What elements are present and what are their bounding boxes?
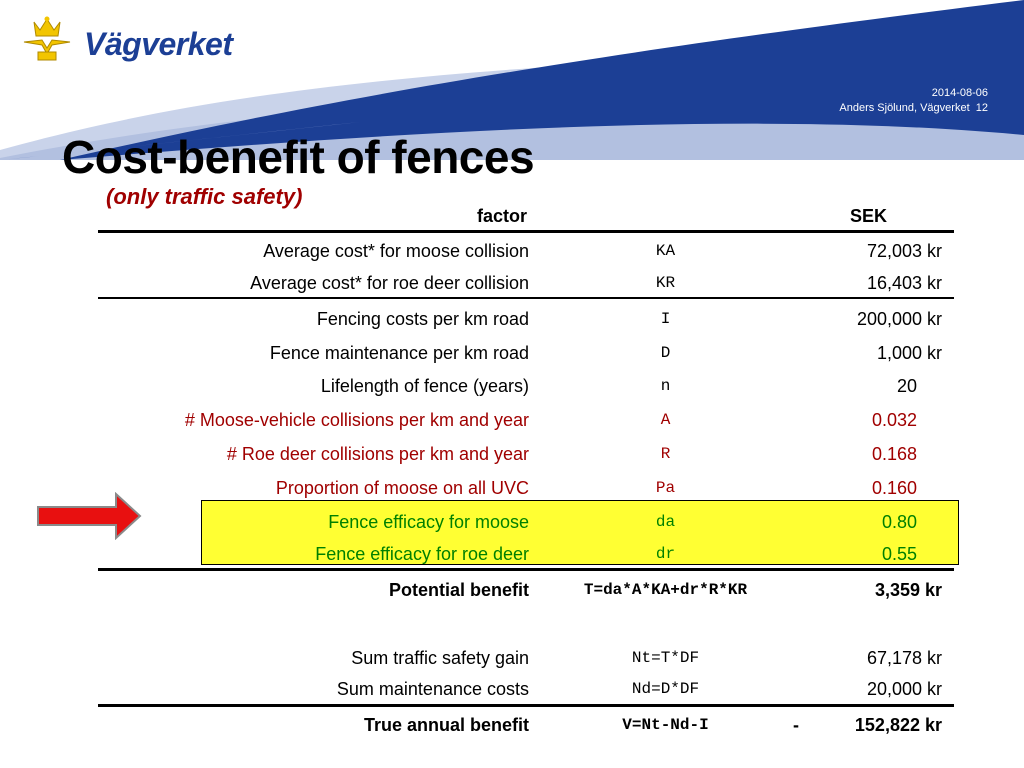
table-row [0,306,1024,332]
table-row [0,270,1024,296]
row-formula: V=Nt-Nd-I [622,716,709,734]
row-label: Potential benefit [388,580,529,600]
slide-author-line [839,101,988,116]
column-header-factor: factor [477,206,528,226]
row-value: 3,359 kr [874,580,942,600]
row-formula: Nt=T*DF [631,649,700,667]
slide-page-number: 12 [975,102,988,114]
table-row [0,645,1024,671]
row-label: # Moose-vehicle collisions per km and year [184,410,529,430]
vagverket-logo [22,14,232,64]
table-rule-top [98,230,954,233]
slide-date: 2014-08-06 [931,87,988,99]
row-value: 0.160 [871,478,917,498]
crown-emblem-icon [22,14,72,64]
row-value: 0.55 [881,544,917,564]
row-formula: KR [655,274,676,292]
slide-subtitle: (only traffic safety) [106,184,303,209]
row-value: 152,822 kr [854,715,942,735]
row-formula: KA [655,242,676,260]
row-formula: I [660,310,671,328]
row-sign: - [793,715,799,735]
table-rule-3 [98,568,954,571]
row-label: Proportion of moose on all UVC [275,478,529,498]
row-label: # Roe deer collisions per km and year [226,444,529,464]
table-row [0,475,1024,501]
logo-wordmark: Vägverket [84,26,233,62]
row-formula: R [660,445,671,463]
row-label: Sum maintenance costs [336,679,529,699]
row-value: 72,003 kr [866,241,942,261]
row-label: True annual benefit [363,715,529,735]
table-row [0,676,1024,702]
row-formula: da [655,513,676,531]
table-row [0,577,1024,603]
row-value: 0.032 [871,410,917,430]
row-formula: D [660,344,671,362]
row-label: Average cost* for roe deer collision [250,273,529,293]
row-value: 0.80 [881,512,917,532]
slide-title: Cost-benefit of fences [62,131,535,183]
table-row [0,712,1024,738]
table-row [0,373,1024,399]
row-formula: dr [655,545,676,563]
row-label: Fencing costs per km road [316,309,529,329]
row-formula: Pa [655,479,676,497]
slide-meta [839,86,988,116]
row-label: Sum traffic safety gain [351,648,529,668]
table-row [0,407,1024,433]
table-row [0,238,1024,264]
row-value: 67,178 kr [866,648,942,668]
row-value: 200,000 kr [856,309,942,329]
row-formula: Nd=D*DF [631,680,700,698]
row-formula: T=da*A*KA+dr*R*KR [583,581,748,599]
table-row [0,340,1024,366]
table-row [0,441,1024,467]
column-header-sek: SEK [850,206,888,226]
row-value: 20,000 kr [866,679,942,699]
row-formula: n [660,377,671,395]
table-rule-2 [98,297,954,299]
row-label: Fence efficacy for roe deer [315,544,529,564]
table-row [0,541,1024,567]
row-value: 0.168 [871,444,917,464]
row-value: 16,403 kr [866,273,942,293]
table-rule-4 [98,704,954,707]
row-label: Fence maintenance per km road [269,343,529,363]
row-label: Average cost* for moose collision [263,241,529,261]
slide-author: Anders Sjölund, Vägverket [839,102,970,114]
row-formula: A [660,411,671,429]
table-row [0,509,1024,535]
row-value: 20 [896,376,917,396]
row-label: Fence efficacy for moose [328,512,529,532]
row-value: 1,000 kr [876,343,942,363]
row-label: Lifelength of fence (years) [320,376,529,396]
